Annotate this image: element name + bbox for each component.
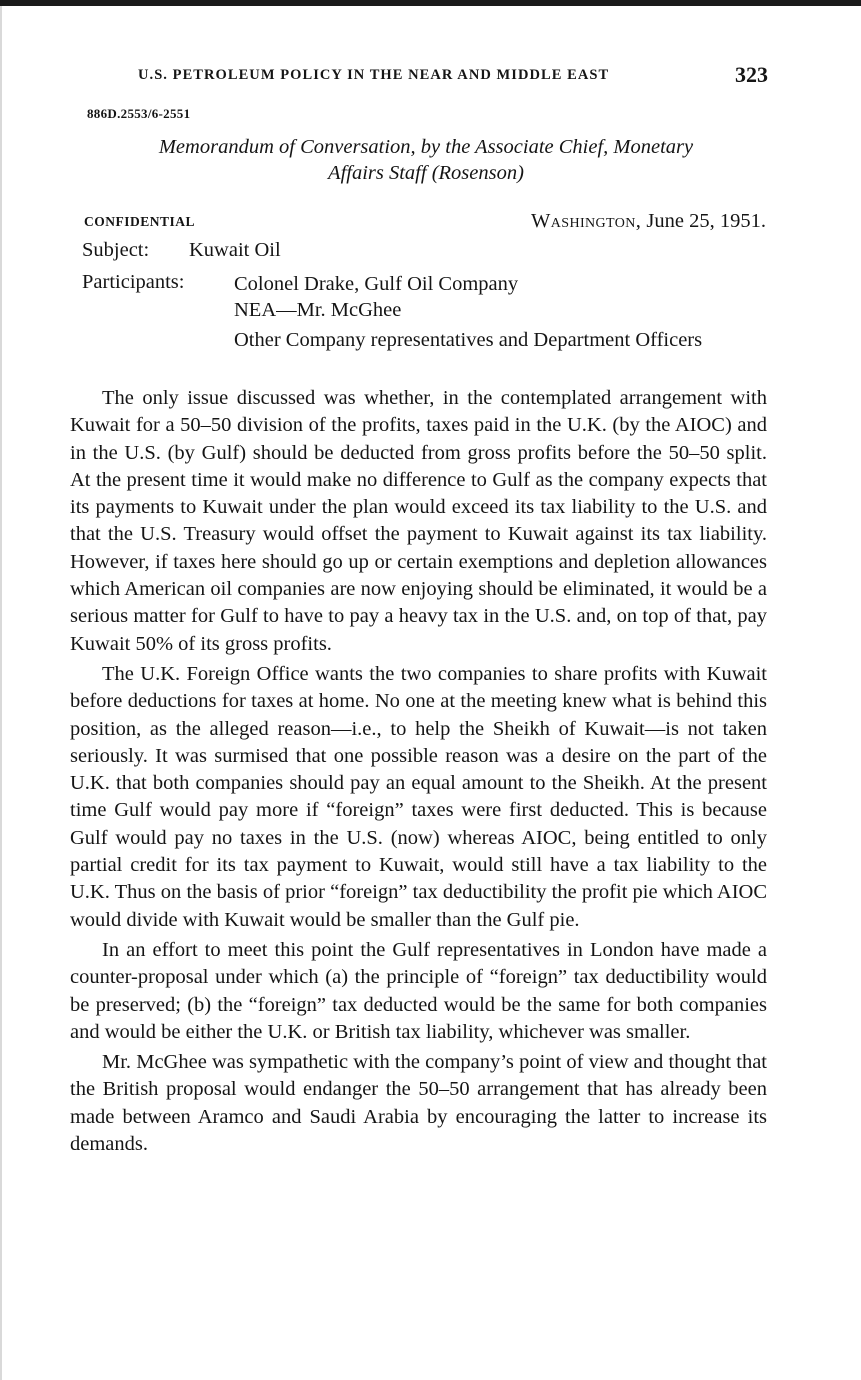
- body-paragraph: In an effort to meet this point the Gulf representatives in London have made a counter-proposal under which (a) the principle of “foreign” tax deductibility would be preserved; (b) the “foreign” tax deducted would be the same for both companies and would be either the U.K. or British tax liability, whichever was smaller.: [70, 938, 767, 1043]
- body-paragraph: Mr. McGhee was sympathetic with the company’s point of view and thought that the British proposal would endanger the 50–50 arrangement that has already been made between Aramco and Saudi Arabia by encouraging the latter to increase its demands.: [70, 1051, 767, 1156]
- dateline: [531, 210, 766, 233]
- dateline-date: June 25, 1951.: [646, 210, 766, 232]
- subject-value: Kuwait Oil: [189, 239, 281, 261]
- document-title-line-2: Affairs Staff (Rosenson): [328, 162, 524, 184]
- page-number: 323: [735, 62, 768, 87]
- running-head: [138, 62, 768, 92]
- body-paragraph: The U.K. Foreign Office wants the two companies to share profits with Kuwait before deductions for taxes at home. No one at the meeting knew what is behind this position, as the alleged reason—i.e., to help the Sheikh of Kuwait—is not taken seriously. It was surmised that one possible reason was a desire on the part of the U.K. that both companies should pay an equal amount to the Sheikh. At the present time Gulf would pay more if “foreign” taxes were first deducted. This is because Gulf would pay no taxes in the U.S. (now) whereas AIOC, being entitled to only partial credit for its tax payment to Kuwait, would still have a tax liability to the U.K. Thus on the basis of prior “foreign” tax deductibility the profit pie which AIOC would divide with Kuwait would be smaller than the Gulf pie.: [70, 662, 767, 931]
- dateline-place: Washington,: [531, 210, 642, 232]
- document-title: [84, 134, 768, 186]
- document-title-line-1: Memorandum of Conversation, by the Associate Chief, Monetary: [158, 136, 694, 158]
- participant-item: Colonel Drake, Gulf Oil Company: [234, 273, 519, 295]
- participant-item: Other Company representatives and Department Officers: [234, 329, 703, 351]
- file-reference: 886D.2553/6-2551: [87, 106, 191, 121]
- classification-marking: CONFIDENTIAL: [84, 214, 196, 229]
- participant-item: NEA—Mr. McGhee: [234, 299, 402, 321]
- participants-label: Participants:: [82, 271, 185, 293]
- running-head-title: U.S. PETROLEUM POLICY IN THE NEAR AND MIDDLE EAST: [138, 67, 610, 83]
- subject-label: Subject:: [82, 239, 150, 261]
- memo-body: [70, 385, 767, 1161]
- body-paragraph: The only issue discussed was whether, in the contemplated arrangement with Kuwait for a 50–50 division of the profits, taxes paid in the U.K. (by the AIOC) and in the U.S. (by Gulf) should be deducted from gross profits before the 50–50 split. At the present time it would make no difference to Gulf as the company expects that its payments to Kuwait under the plan would exceed its tax liability to the U.S. and that the U.S. Treasury would offset the payment to Kuwait against its tax liability. However, if taxes here should go up or certain exemptions and depletion allowances which American oil companies are now enjoying should be eliminated, it would be a serious matter for Gulf to have to pay a heavy tax in the U.S. and, on top of that, pay Kuwait 50% of its gross profits.: [70, 387, 767, 655]
